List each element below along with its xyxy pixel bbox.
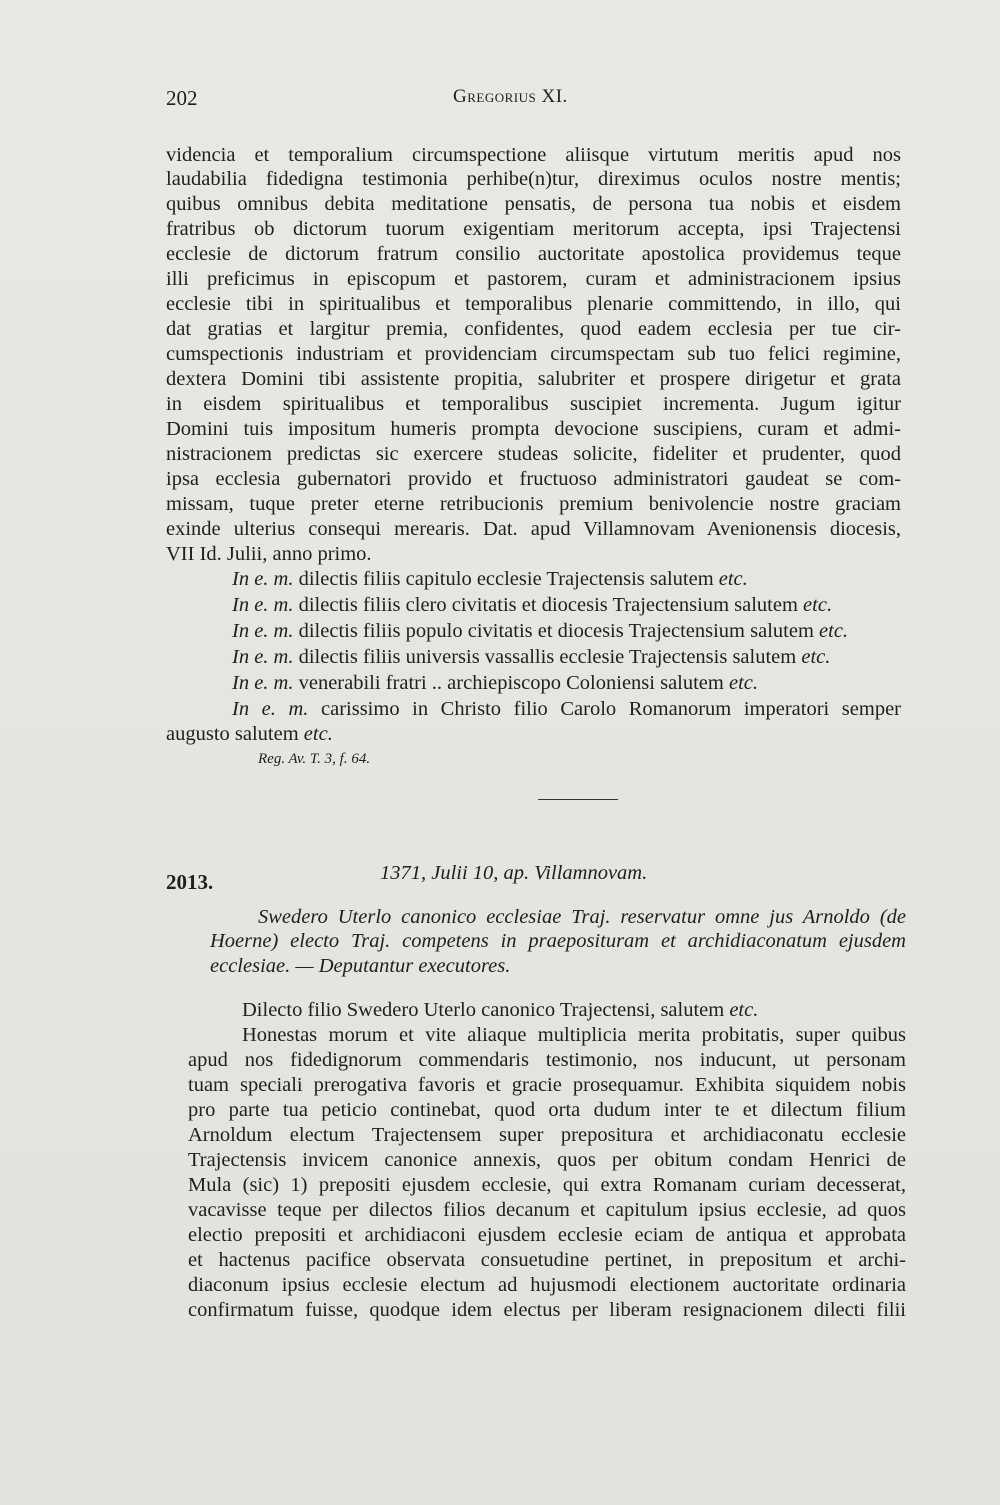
text-line: Trajectensis invicem canonice annexis, quos per obitum condam Henrici de [188, 1149, 906, 1171]
salutation: Dilecto filio Swedero Uterlo canonico Trajectensi, salutem etc. [242, 999, 759, 1021]
iem-prefix: In e. m. [232, 620, 294, 642]
text-line: illi preficimus in episcopum et pastorem, curam et administracionem ipsius [166, 268, 901, 290]
iem-prefix: In e. m. [232, 672, 294, 694]
text-line: laudabilia fidedigna testimonia perhibe(n)tur, direximus oculos nostre mentis; [166, 168, 901, 190]
in-eundem-modum-line [232, 593, 901, 618]
text-line: ipsa ecclesia gubernatori provido et fructuoso administratori gaudeat se com- [166, 468, 901, 490]
page-number: 202 [166, 86, 198, 110]
text-line: fratribus ob dictorum tuorum exigentiam meritorum accepta, ipsi Trajectensi [166, 218, 901, 240]
iem-text: dilectis filiis capitulo ecclesie Trajectensis salutem [298, 568, 714, 590]
text-line: pro parte tua peticio continebat, quod orta dudum inter te et dilectum filium [188, 1099, 906, 1121]
text-line: diaconum ipsius ecclesie electum ad hujusmodi electionem auctoritate ordinaria [188, 1274, 906, 1296]
text-line: Domini tuis impositum humeris prompta devocione suscipiens, curam et admi- [166, 418, 901, 440]
text-line: Honestas morum et vite aliaque multiplicia merita probitatis, super quibus [242, 1024, 906, 1046]
text-line: Arnoldum electum Trajectensem super prepositura et archidiaconatu ecclesie [188, 1124, 906, 1146]
iem-prefix: In e. m. [232, 698, 309, 720]
iem-prefix: In e. m. [232, 646, 294, 668]
document-number: 2013. [166, 870, 214, 894]
summary-line: Hoerne) electo Traj. competens in praeposituram et archidiaconatum ejusdem [210, 930, 906, 952]
iem-text: dilectis filiis universis vassallis ecclesie Trajectensis salutem [298, 646, 797, 668]
text-line: et hactenus pacifice observata consuetudine pertinet, in prepositum et archi- [188, 1249, 906, 1271]
iem-suffix: etc. [819, 620, 849, 642]
iem-text: dilectis filiis populo civitatis et diocesis Trajectensium salutem [298, 620, 814, 642]
in-eundem-modum-line [232, 697, 901, 722]
text-line: ecclesie de dictorum fratrum consilio auctoritate apostolica providemus teque [166, 243, 901, 265]
iem-text: carissimo in Christo filio Carolo Romanorum imperatori semper [321, 698, 902, 720]
iem-suffix: etc. [728, 672, 759, 694]
text-line: confirmatum fuisse, quodque idem electus per liberam resignacionem dilecti filii [188, 1299, 906, 1321]
text-line: apud nos fidedignorum commendaris testimonio, nos inducunt, ut personam [188, 1049, 906, 1071]
iem-text: venerabili fratri .. archiepiscopo Coloniensi salutem [298, 672, 724, 694]
iem-prefix: In e. m. [232, 568, 294, 590]
text-line: vacavisse teque per dilectos filios decanum et capitulum ipsius ecclesie, ad quos [188, 1199, 906, 1221]
text-line: dextera Domini tibi assistente propitia, salubriter et prospere dirigetur et grata [166, 368, 901, 390]
summary-line: Swedero Uterlo canonico ecclesiae Traj. reservatur omne jus Arnoldo (de [258, 906, 906, 928]
text-line: dat gratias et largitur premia, confidentes, quod eadem ecclesia per tue cir- [166, 318, 901, 340]
iem-prefix: In e. m. [232, 594, 294, 616]
text-line: videncia et temporalium circumspectione aliisque virtutum meritis apud nos [166, 144, 901, 166]
text-line: tuam speciali prerogativa favoris et gracie prosequamur. Exhibita siquidem nobis [188, 1074, 906, 1096]
text-line: exinde ulterius consequi merearis. Dat. apud Villamnovam Avenionensis diocesis, [166, 518, 901, 540]
text-line: VII Id. Julii, anno primo. [166, 543, 372, 565]
text-line: missam, tuque preter eterne retribucionis premium benivolencie nostre graciam [166, 493, 901, 515]
text-line: nistracionem predictas sic exercere studeas solicite, fideliter et prudenter, quod [166, 443, 901, 465]
in-eundem-modum-line [232, 645, 901, 670]
text-line: electio prepositi et archidiaconi ejusdem ecclesie eciam de antiqua et approbata [188, 1224, 906, 1246]
text-line: cumspectionis industriam et providenciam circumspectam sub tuo felici regimine, [166, 343, 901, 365]
in-eundem-modum-line [232, 671, 901, 696]
section-divider [538, 799, 618, 800]
in-eundem-modum-line [232, 567, 901, 592]
iem-text: dilectis filiis clero civitatis et diocesis Trajectensium salutem [298, 594, 798, 616]
text-line: ecclesie tibi in spiritualibus et temporalibus plenarie committendo, in illo, qui [166, 293, 901, 315]
text-line: augusto salutem etc. [166, 723, 333, 745]
text-line: quibus omnibus debita meditatione pensatis, de persona tua nobis et eisdem [166, 193, 901, 215]
in-eundem-modum-line [232, 619, 901, 644]
running-title: Gregorius XI. [453, 86, 568, 107]
text-line: in eisdem spiritualibus et temporalibus suscipiet incrementa. Jugum igitur [166, 393, 901, 415]
source-reference: Reg. Av. T. 3, f. 64. [258, 751, 371, 767]
iem-suffix: etc. [803, 594, 833, 616]
iem-suffix: etc. [801, 646, 831, 668]
iem-suffix: etc. [718, 568, 748, 590]
text-line: Mula (sic) 1) prepositi ejusdem ecclesie, qui extra Romanam curiam decesserat, [188, 1174, 906, 1196]
summary-line: ecclesiae. — Deputantur executores. [210, 955, 511, 977]
document-date-place: 1371, Julii 10, ap. Villamnovam. [380, 862, 648, 884]
